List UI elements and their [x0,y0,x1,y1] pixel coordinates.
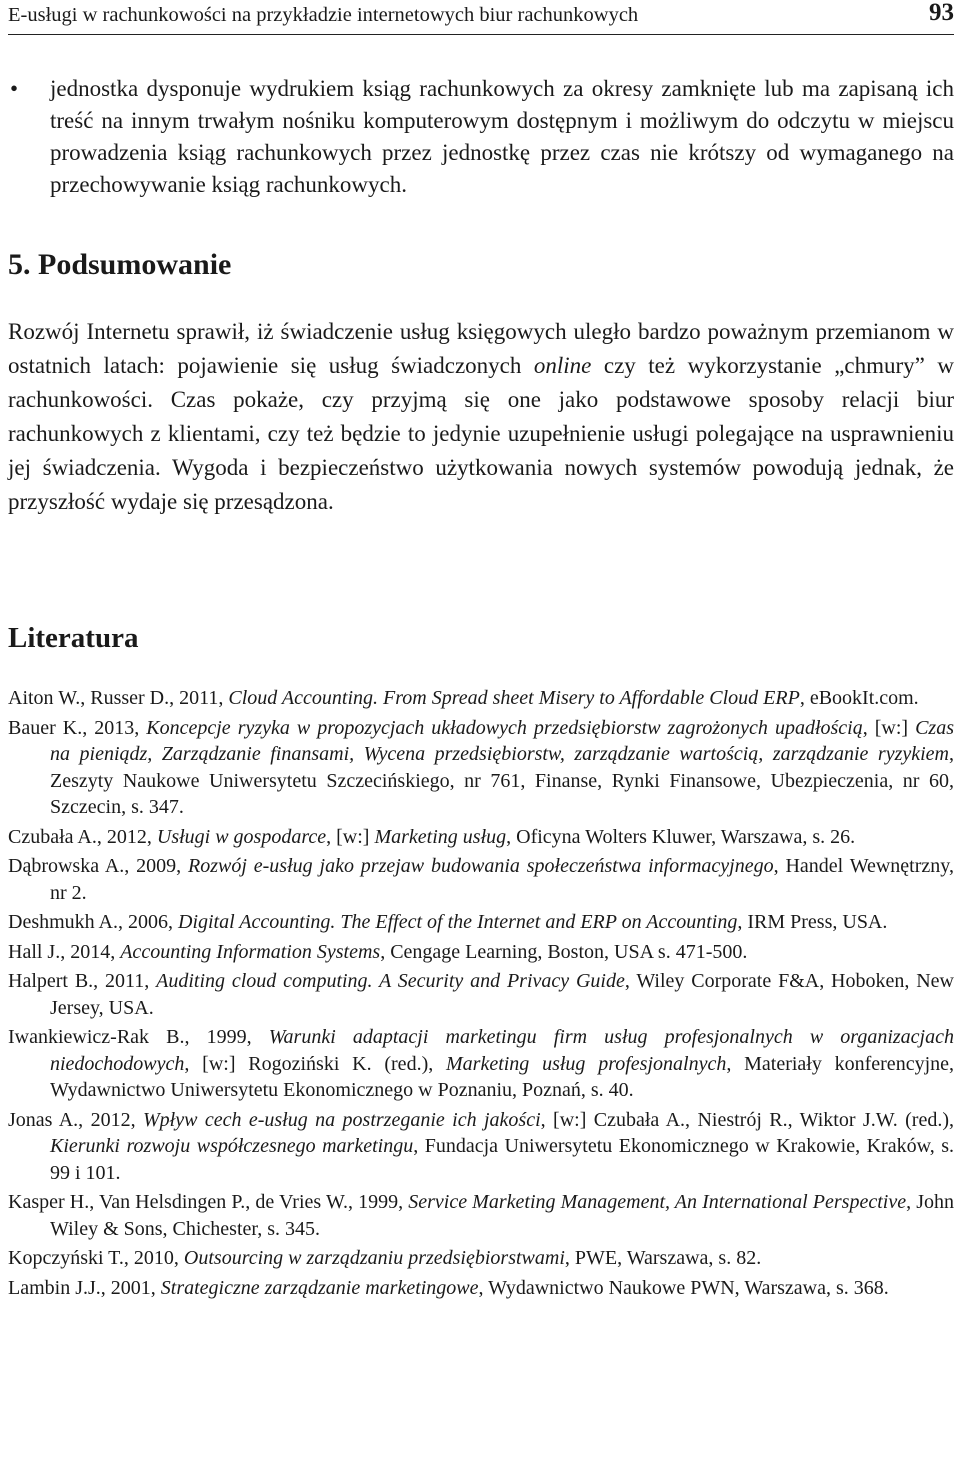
reference-text: , Handel Wewnętrzny, nr 2. [50,855,954,904]
reference-text: , [w:] [862,716,916,739]
summary-paragraph [8,315,954,519]
reference-text: , Zeszyty Naukowe Uniwersytetu Szczecińskiego, nr 761, Finanse, Rynki Finansowe, Ubezpieczenia, nr 60, Szczecin, s. 347. [50,743,954,818]
reference-title: Warunki adaptacji marketingu firm usług profesjonalnych w organizacjach niedochodowych [50,1026,954,1075]
reference-text: , IRM Press, USA. [737,911,888,933]
reference-text: , [w:] Rogoziński K. (red.), [184,1052,446,1075]
running-title: E-usługi w rachunkowości na przykładzie internetowych biur rachunkowych [8,4,639,26]
reference-title: Kierunki rozwoju współczesnego marketingu [50,1135,414,1157]
reference-title: Marketing usług [374,825,507,848]
literature-heading: Literatura [8,622,139,654]
reference-text: , eBookIt.com. [799,687,919,709]
reference-text: , Cengage Learning, Boston, USA s. 471-500. [380,940,748,963]
reference-text: , [w:] Czubała A., Niestrój R., Wiktor J.W. (red.), [540,1108,954,1131]
reference-title: Wpływ cech e-usług na postrzeganie ich jakości [143,1108,541,1131]
reference-title: Accounting Information Systems [120,940,381,963]
reference-title: Strategiczne zarządzanie marketingowe [160,1276,479,1299]
summary-text-a: Rozwój Internetu sprawił, iż świadczenie usług księgowych uległo bardzo poważnym przemianom w ostatnich latach: pojawienie się usług świadczonych [8,319,954,378]
bullet-item [8,73,954,201]
reference-item [8,1275,954,1302]
reference-text: , Wiley Corporate F&A, Hoboken, New Jersey, USA. [50,970,954,1019]
bullet-text: jednostka dysponuje wydrukiem ksiąg rachunkowych za okresy zamknięte lub ma zapisaną ich treść na innym trwałym nośniku komputerowym dostępnym i możliwym do odczytu w miejscu prowadzenia ksiąg rachunkowych przez jednostkę przez czas nie krótszy od wymaganego na przechowywanie ksiąg rachunkowych. [50,76,954,197]
reference-item [8,685,954,712]
reference-text: Czubała A., 2012, [8,825,157,848]
summary-text-italic: online [533,353,592,378]
section-heading: 5. Podsumowanie [8,248,232,281]
reference-text: Iwankiewicz-Rak B., 1999, [8,1026,269,1048]
reference-text: , Wydawnictwo Naukowe PWN, Warszawa, s. 368. [478,1276,889,1299]
reference-text: Jonas A., 2012, [8,1108,143,1131]
reference-text: Bauer K., 2013, [8,716,147,739]
reference-title: Marketing usług profesjonalnych [446,1052,727,1075]
reference-item [8,1245,954,1272]
reference-item [8,939,954,966]
reference-title: Outsourcing w zarządzaniu przedsiębiorstwami [183,1247,565,1269]
reference-item [8,824,954,851]
book-page [8,0,954,1304]
reference-title: Czas na pieniądz, Zarządzanie finansami, Wycena przedsiębiorstw, zarządzanie wartością, zarządzanie ryzykiem [50,716,954,765]
reference-text: Lambin J.J., 2001, [8,1276,161,1299]
reference-text: , Materiały konferencyjne, Wydawnictwo Uniwersytetu Ekonomicznego w Poznaniu, Poznań, s. 40. [50,1052,954,1101]
reference-title: Service Marketing Management, An International Perspective [408,1191,907,1213]
reference-text: Dąbrowska A., 2009, [8,855,189,877]
reference-text: , Fundacja Uniwersytetu Ekonomicznego w Krakowie, Kraków, s. 99 i 101. [50,1135,955,1184]
summary-text-b: czy też wykorzystanie „chmury” w rachunkowości. Czas pokaże, czy przyjmą się one jako podstawowe sposoby relacji biur rachunkowych z klientami, czy też będzie to jedynie uzupełnienie usługi polegające na usprawnieniu jej świadczenia. Wygoda i bezpieczeństwo użytkowania nowych systemów powodują jednak, że przyszłość wydaje się przesądzona. [8,353,954,514]
reference-title: Digital Accounting. The Effect of the Internet and ERP on Accounting [178,911,738,933]
reference-text: Hall J., 2014, [8,940,121,963]
reference-item [8,853,954,906]
reference-item [8,1107,954,1187]
bullet-dot-icon: • [10,76,19,101]
reference-text: , Oficyna Wolters Kluwer, Warszawa, s. 26. [506,825,856,848]
reference-item [8,968,954,1021]
running-header [8,0,954,35]
reference-list [8,685,954,1301]
reference-text: , PWE, Warszawa, s. 82. [564,1247,762,1269]
reference-item [8,909,954,936]
reference-text: Aiton W., Russer D., 2011, [8,687,229,709]
reference-text: Kasper H., Van Helsdingen P., de Vries W., 1999, [8,1191,409,1213]
reference-text: , [w:] [326,825,375,848]
reference-text: , John Wiley & Sons, Chichester, s. 345. [50,1191,954,1240]
reference-text: Kopczyński T., 2010, [8,1247,184,1269]
reference-title: Rozwój e-usług jako przejaw budowania społeczeństwa informacyjnego [188,855,774,877]
reference-title: Koncepcje ryzyka w propozycjach układowych przedsiębiorstw zagrożonych upadłością [146,716,863,739]
reference-title: Usługi w gospodarce [156,825,327,848]
reference-text: Deshmukh A., 2006, [8,911,178,933]
reference-item [8,1024,954,1104]
reference-item [8,715,954,821]
reference-title: Auditing cloud computing. A Security and Privacy Guide [156,970,625,992]
page-number: 93 [929,0,954,26]
reference-item [8,1189,954,1242]
reference-title: Cloud Accounting. From Spread sheet Misery to Affordable Cloud ERP [228,687,800,709]
reference-text: Halpert B., 2011, [8,970,157,992]
